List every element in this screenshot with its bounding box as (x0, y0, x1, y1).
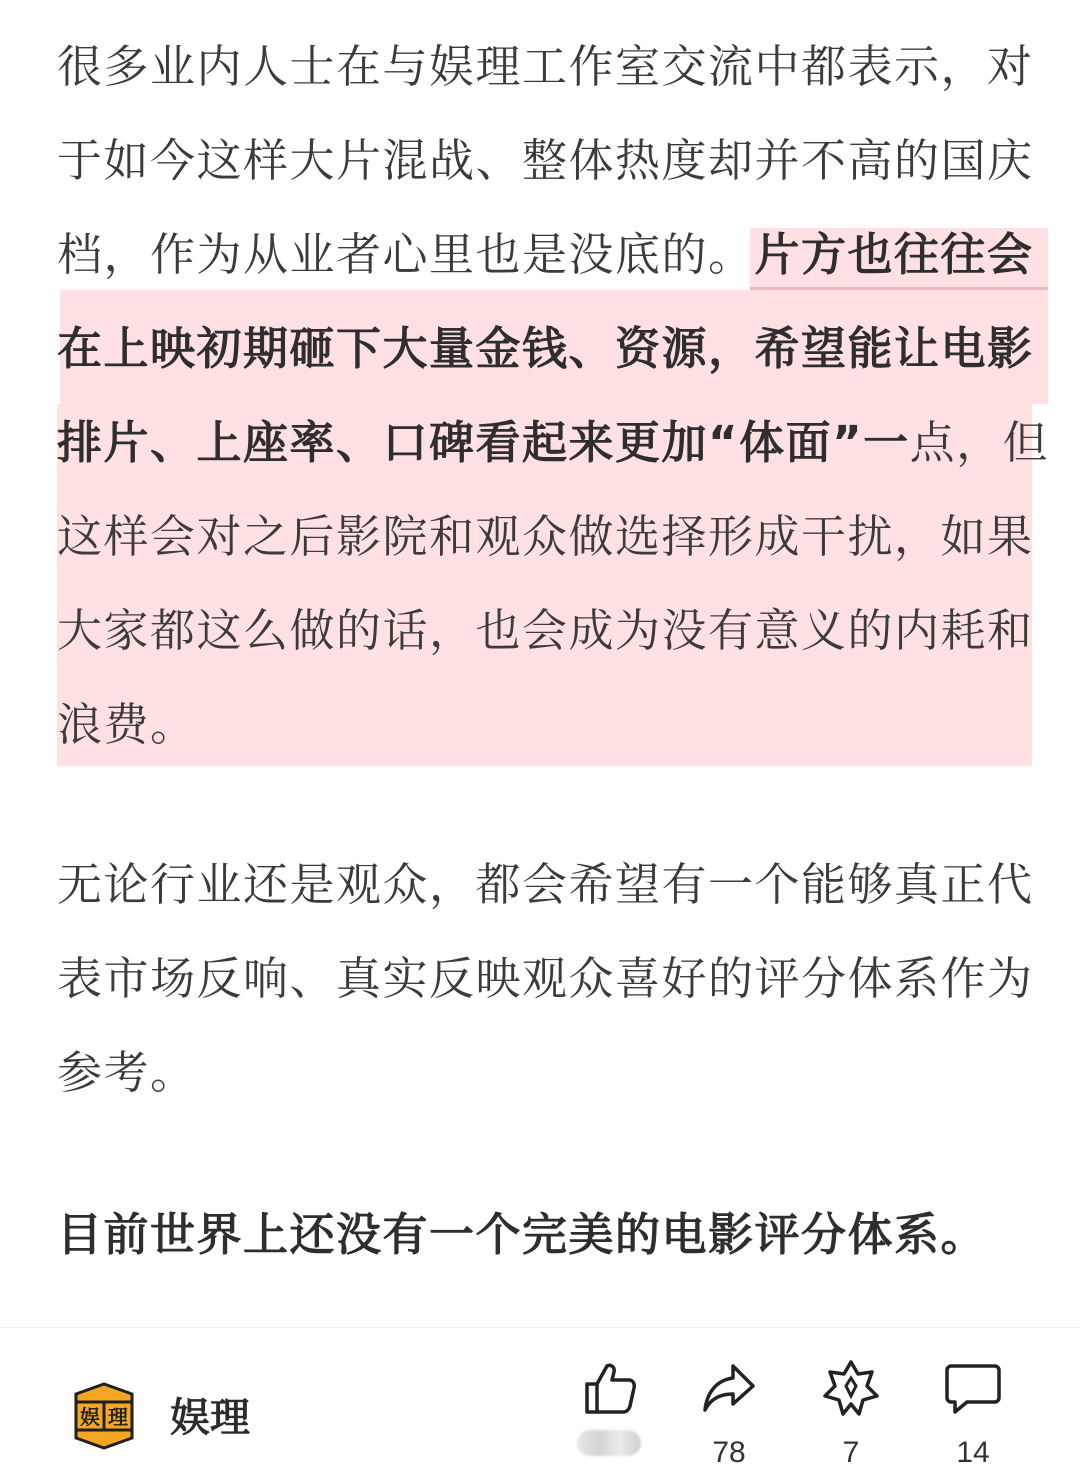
collect-count: 7 (842, 1436, 860, 1469)
comment-count: 14 (956, 1436, 990, 1469)
text-line: 于如今这样大片混战、整体热度却并不高的国庆 (57, 134, 1034, 187)
star-badge-icon (821, 1358, 881, 1418)
text-line (57, 208, 1034, 302)
text-normal: 点，但 (909, 416, 1050, 469)
text-line: 无论行业还是观众，都会希望有一个能够真正代 (57, 858, 1034, 911)
share-count: 78 (712, 1436, 746, 1469)
footer-bar (0, 1328, 1080, 1471)
text-line: 表市场反响、真实反映观众喜好的评分体系作为 (57, 952, 1034, 1005)
text-line: 参考。 (57, 1046, 197, 1099)
text-line-bold: 目前世界上还没有一个完美的电影评分体系。 (57, 1208, 988, 1261)
thumbs-up-icon (579, 1358, 639, 1418)
brand-logo[interactable] (70, 1382, 138, 1450)
svg-text:娱: 娱 (80, 1405, 100, 1429)
like-count-blurred (577, 1430, 641, 1456)
share-button[interactable] (684, 1358, 774, 1470)
collect-button[interactable] (806, 1358, 896, 1470)
comment-button[interactable] (928, 1358, 1018, 1470)
text-line: 大家都这么做的话，也会成为没有意义的内耗和 (57, 604, 1034, 657)
svg-text:理: 理 (108, 1405, 128, 1429)
comment-bubble-icon (943, 1358, 1003, 1418)
text-line: 浪费。 (57, 698, 197, 751)
like-button[interactable] (564, 1358, 654, 1460)
text-line (57, 396, 1049, 490)
brand-name[interactable]: 娱理 (170, 1395, 250, 1441)
share-arrow-icon (699, 1358, 759, 1418)
text-bold: 排片、上座率、口碑看起来更加“体面”一 (57, 416, 910, 469)
text-normal: 档，作为从业者心里也是没底的。 (57, 228, 755, 281)
text-bold: 片方也往往会 (754, 228, 1034, 281)
text-line: 这样会对之后影院和观众做选择形成干扰，如果 (57, 510, 1034, 563)
text-line: 很多业内人士在与娱理工作室交流中都表示，对 (57, 40, 1034, 93)
brand-logo-icon (70, 1382, 138, 1450)
text-line-bold: 在上映初期砸下大量金钱、资源，希望能让电影 (57, 322, 1034, 375)
